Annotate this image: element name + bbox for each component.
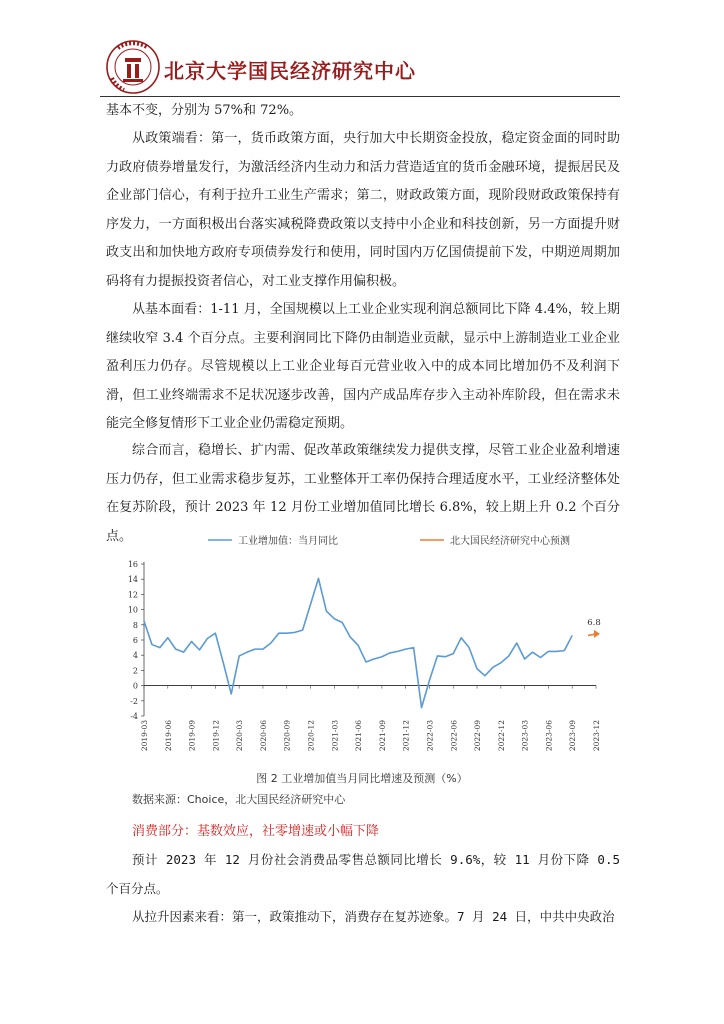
x-tick-label: 2020-12 (306, 720, 316, 752)
page-header (100, 38, 620, 98)
paragraph-consumption-forecast: 预计 2023 年 12 月份社会消费品零售总额同比增长 9.6%，较 11 月份下降 0.5 个百分点。 (106, 852, 620, 896)
org-name: 北京大学国民经济研究中心 (164, 59, 416, 83)
y-tick-label: 6 (132, 636, 138, 645)
y-tick-label: 2 (132, 666, 138, 676)
x-tick-label: 2023-12 (592, 720, 601, 752)
y-tick-label: -2 (130, 696, 138, 706)
x-tick-label: 2019-06 (163, 720, 173, 752)
x-tick-label: 2021-06 (354, 720, 364, 752)
chart-svg (120, 528, 610, 768)
y-tick-label: -4 (130, 712, 138, 721)
legend-forecast-label: 北大国民经济研究中心预测 (450, 536, 570, 547)
x-tick-label: 2022-09 (473, 720, 483, 752)
x-tick-label: 2019-09 (187, 720, 197, 752)
paragraph-summary: 综合而言，稳增长、扩内需、促改革政策继续发力提供支撑，尽管工业企业盈利增速压力仍存，但工业需求稳步复苏，工业整体开工率仍保持合理适度水平，工业经济整体处在复苏阶段，预计 2023 年 12 月份工业增加值同比增长 6.8%，较上期上升 0.2 个百分点。 (106, 443, 620, 544)
figure-source: 数据来源：Choice，北大国民经济研究中心 (132, 793, 346, 806)
x-tick-label: 2021-03 (330, 720, 340, 752)
y-tick-label: 14 (127, 575, 138, 585)
x-tick-label: 2020-09 (282, 720, 292, 752)
pku-seal-logo (104, 38, 162, 96)
y-tick-label: 12 (127, 590, 138, 600)
x-tick-label: 2019-12 (211, 720, 221, 752)
y-tick-label: 10 (127, 605, 138, 615)
paragraph-policy: 从政策端看：第一，货币政策方面，央行加大中长期资金投放，稳定资金面的同时助力政府债券增量发行，为激活经济内生动力和活力营造适宜的货币金融环境，提振居民及企业部门信心，有利于拉升工业生产需求；第二，财政政策方面，现阶段财政政策保持有序发力，一方面积极出台落实减税降费政策以支持中小企业和科技创新，另一方面提升财政支出和加快地方政府专项债券发行和使用，同时国内万亿国债提前下发，中期逆周期加码将有力提振投资者信心，对工业支撑作用偏积极。 (106, 131, 620, 289)
x-tick-label: 2020-06 (258, 720, 268, 752)
x-tick-label: 2022-06 (449, 720, 459, 752)
x-tick-label: 2019-03 (140, 720, 149, 752)
x-tick-label: 2023-09 (568, 720, 578, 752)
paragraph-fundamentals: 从基本面看：1-11 月，全国规模以上工业企业实现利润总额同比下降 4.4%，较上期继续收窄 3.4 个百分点。主要利润同比下降仍由制造业贡献，显示中上游制造业工业企业盈利压力仍存。尽管规模以上工业企业每百元营业收入中的成本同比增加仍不及利润下滑，但工业终端需求不足状况逐步改善，国内产成品库存步入主动补库阶段，但在需求未能完全修复情形下工业企业仍需稳定预期。 (106, 302, 620, 432)
forecast-data-label: 6.8 (587, 617, 601, 628)
figure-caption: 图 2 工业增加值当月同比增速及预测（%） (256, 772, 468, 785)
x-tick-label: 2023-06 (544, 720, 554, 752)
y-tick-label: 4 (132, 651, 138, 661)
industrial-value-added-chart (120, 528, 610, 768)
x-tick-label: 2022-03 (425, 720, 435, 752)
y-tick-label: 16 (127, 560, 138, 569)
x-tick-label: 2021-12 (401, 720, 411, 752)
x-tick-label: 2020-03 (235, 720, 245, 752)
paragraph-drivers: 从拉升因素来看：第一，政策推动下，消费存在复苏迹象。7 月 24 日，中共中央政治 (132, 909, 615, 924)
legend-actual-label: 工业增加值：当月同比 (238, 536, 338, 547)
y-tick-label: 8 (132, 620, 138, 630)
y-tick-label: 0 (132, 681, 138, 691)
x-tick-label: 2023-03 (520, 720, 530, 752)
section-title-consumption: 消费部分：基数效应，社零增速或小幅下降 (132, 824, 380, 839)
paragraph-0: 基本不变，分别为 57%和 72%。 (106, 103, 303, 118)
x-tick-label: 2021-09 (377, 720, 387, 752)
x-tick-label: 2022-12 (496, 720, 506, 752)
forecast-marker (594, 630, 600, 638)
